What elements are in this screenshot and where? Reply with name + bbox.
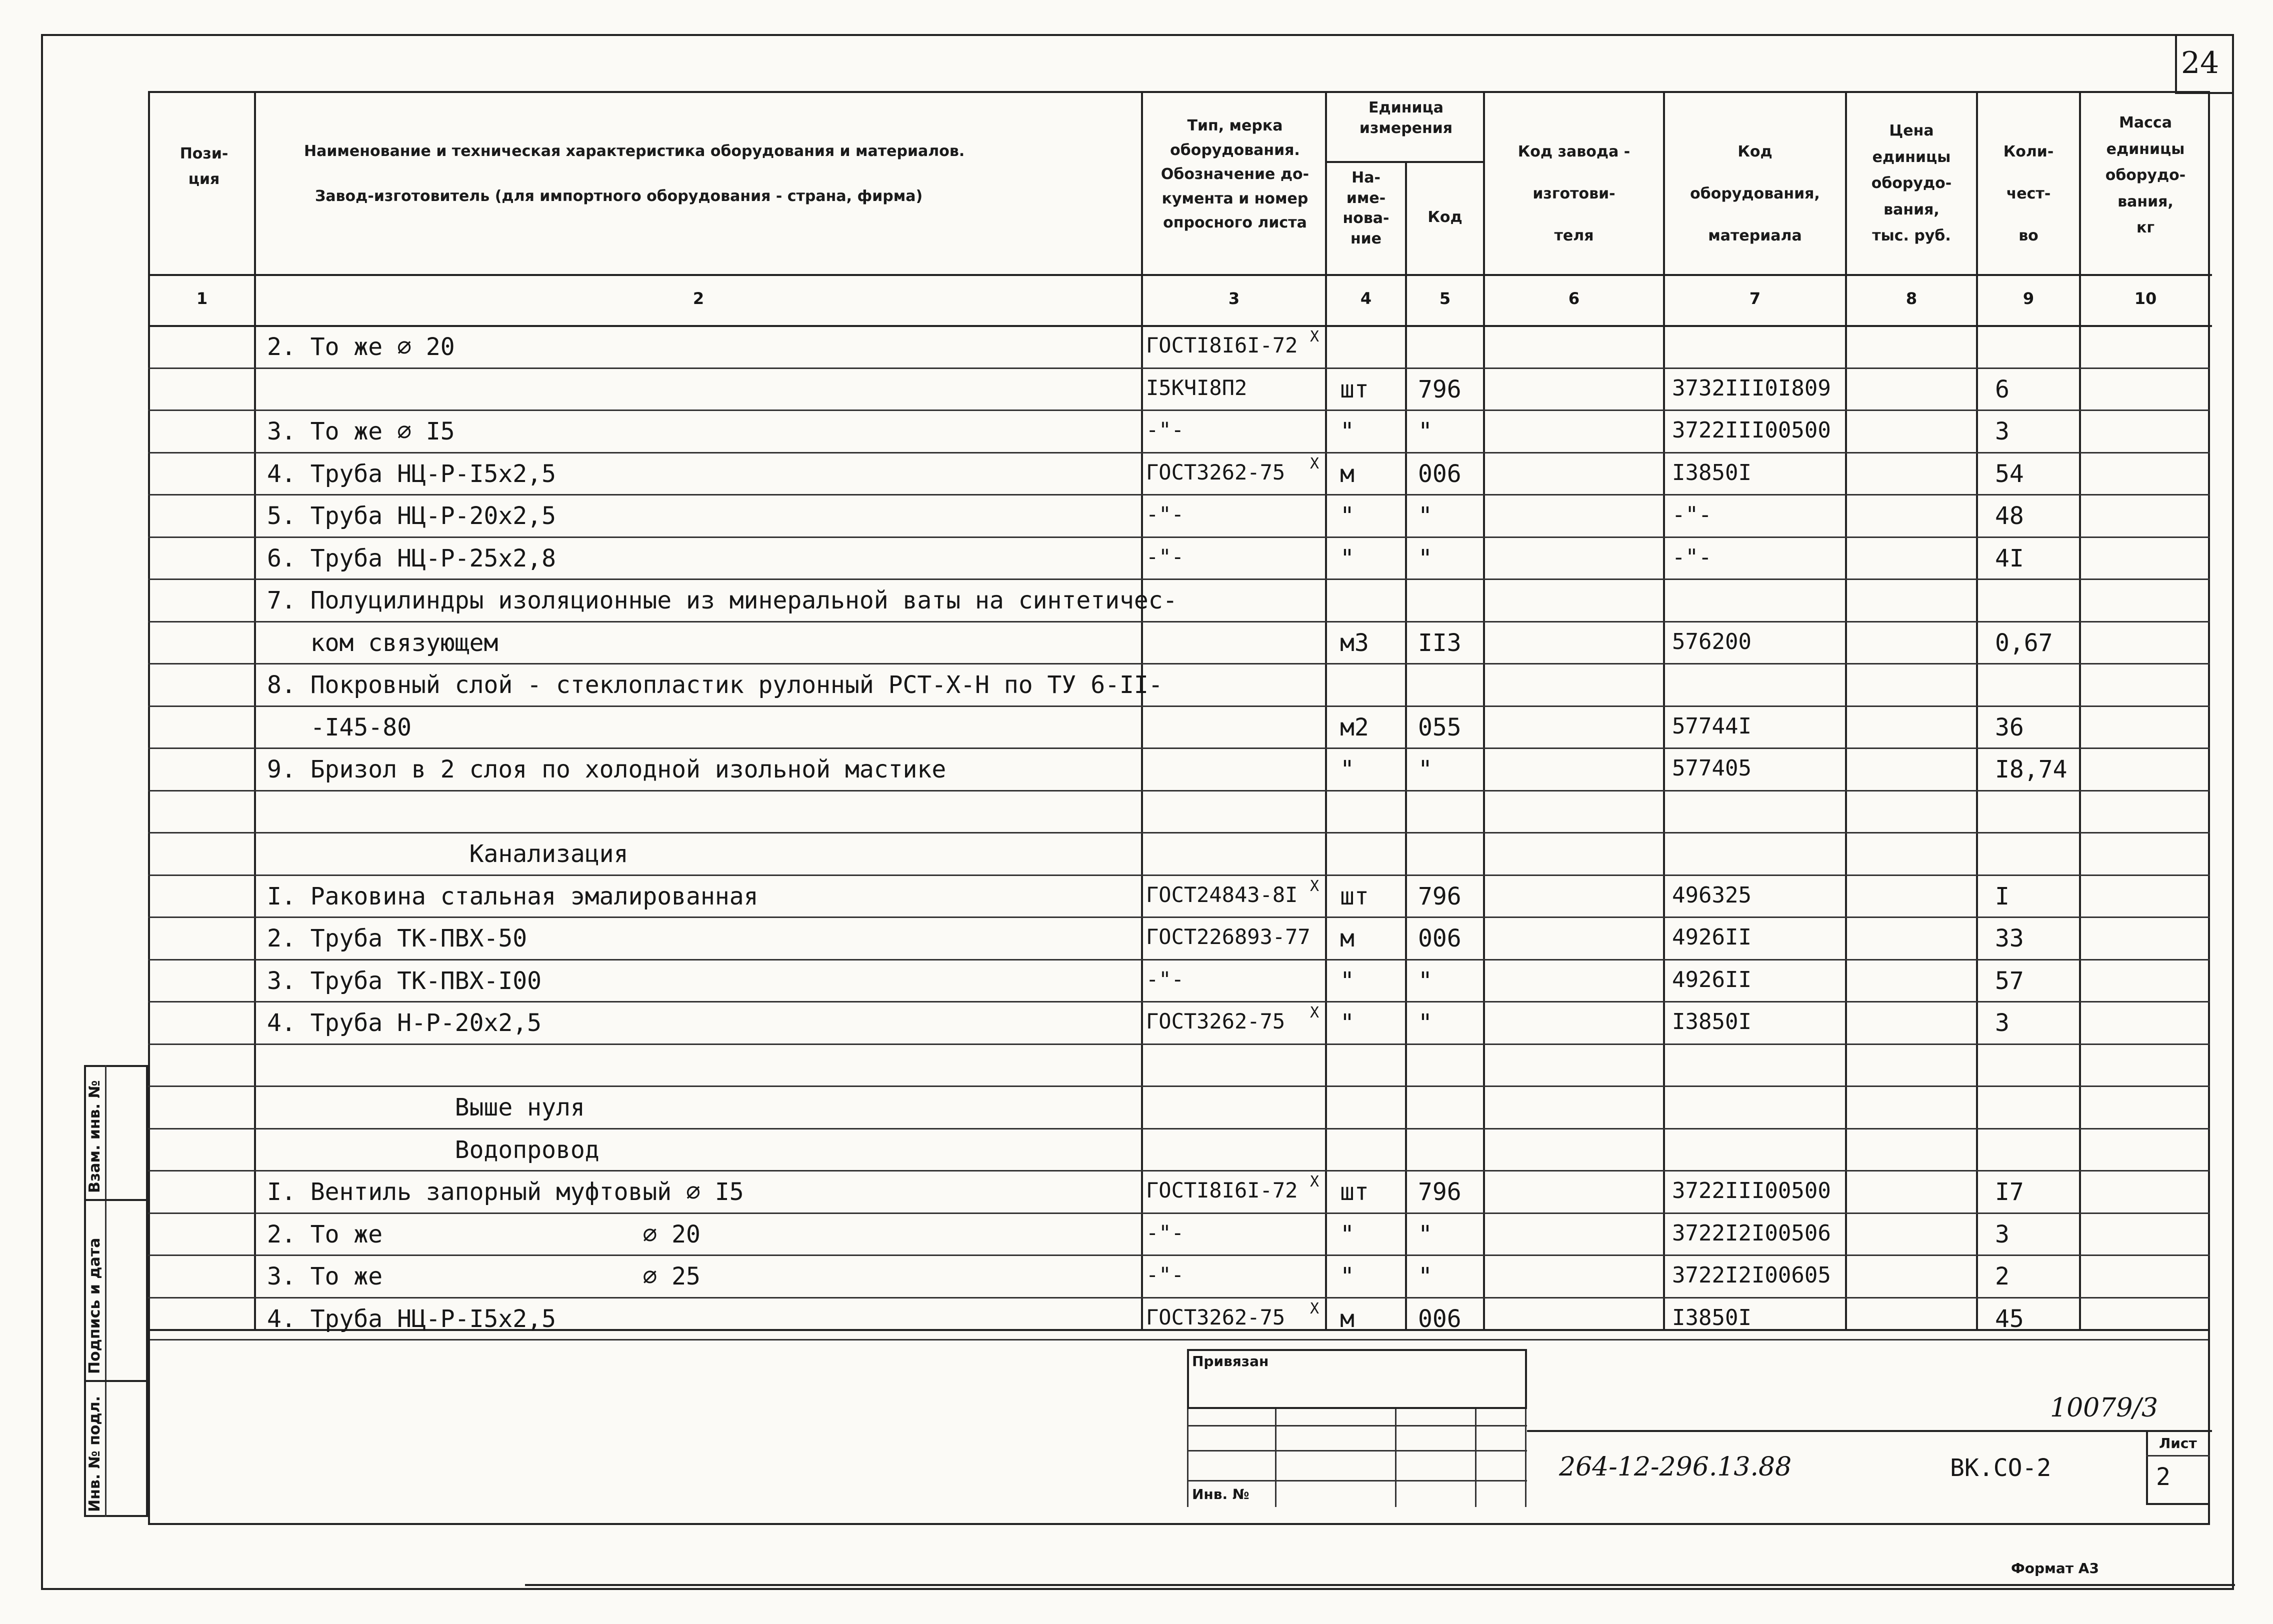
row-divider <box>148 874 2210 876</box>
row-type-superscript: Х <box>1310 1004 1320 1022</box>
header-unit-code: Код <box>1428 208 1462 226</box>
row-unit-code: " <box>1418 1220 1432 1248</box>
header-material-code: Код оборудования, материала <box>1690 143 1820 244</box>
header-unit-name: На- име- нова- ние <box>1342 169 1390 248</box>
row-name: 3. То же ∅ 25 <box>267 1262 700 1290</box>
row-material-code: 3732III0I809 <box>1672 375 1831 401</box>
row-unit: " <box>1340 418 1354 446</box>
row-unit: " <box>1340 1220 1354 1248</box>
stamp-left-edge <box>1187 1409 1188 1507</box>
row-unit: " <box>1340 502 1354 530</box>
row-quantity: I <box>1995 882 2010 910</box>
row-unit-code: " <box>1418 1262 1432 1290</box>
row-material-code: I3850I <box>1672 1009 1752 1034</box>
colnum-8: 8 <box>1906 289 1918 308</box>
row-unit-code: " <box>1418 966 1432 995</box>
row-quantity: 3 <box>1995 1220 2010 1248</box>
colnum-5: 5 <box>1439 289 1451 308</box>
row-divider <box>148 1128 2210 1130</box>
row-quantity: 45 <box>1995 1304 2024 1333</box>
format-label: Формат А3 <box>2011 1560 2099 1576</box>
row-name: 8. Покровный слой - стеклопластик рулонный РСТ-Х-Н по ТУ 6-II- <box>267 671 1163 699</box>
row-unit-code: " <box>1418 502 1432 530</box>
frame-bottom-line <box>525 1584 2235 1586</box>
row-type: ГОСТ3262-75 <box>1146 1304 1286 1330</box>
col-line-8 <box>1976 91 1978 1331</box>
row-name: -I45-80 <box>267 713 412 742</box>
row-unit-code: 796 <box>1418 882 1462 910</box>
row-unit-code: " <box>1418 756 1432 784</box>
row-divider <box>148 832 2210 834</box>
row-material-code: I3850I <box>1672 460 1752 486</box>
row-divider <box>148 790 2210 792</box>
header-unit-group: Единица измерения <box>1359 99 1453 137</box>
header-factory-code: Код завода - изготови- теля <box>1518 143 1630 244</box>
header-name-line2: Завод-изготовитель (для импортного оборудования - страна, фирма) <box>315 188 923 205</box>
row-quantity: 3 <box>1995 1009 2010 1037</box>
row-type-superscript: Х <box>1310 328 1320 346</box>
list-box-divider <box>2146 1455 2210 1456</box>
stamp-col-2 <box>1395 1409 1396 1507</box>
row-divider <box>148 959 2210 960</box>
side-stamp-line-2 <box>84 1380 150 1382</box>
row-type: I5КЧI8П2 <box>1146 375 1248 400</box>
row-divider <box>148 452 2210 454</box>
col-line-7 <box>1845 91 1847 1331</box>
row-quantity: 54 <box>1995 460 2024 488</box>
row-type: -"- <box>1146 544 1184 569</box>
archive-number: 10079/3 <box>2050 1393 2158 1423</box>
row-type: -"- <box>1146 1220 1184 1245</box>
row-divider <box>148 621 2210 622</box>
row-name: I. Вентиль запорный муфтовый ∅ I5 <box>267 1178 744 1206</box>
row-unit-code: " <box>1418 544 1432 572</box>
row-quantity: 33 <box>1995 924 2024 952</box>
row-quantity: 2 <box>1995 1262 2010 1290</box>
row-material-code: 3722III00500 <box>1672 418 1831 443</box>
row-name: 4. Труба НЦ-Р-I5х2,5 <box>267 460 556 488</box>
row-type: ГОСТ226893-77 <box>1146 924 1310 949</box>
row-unit: " <box>1340 756 1354 784</box>
row-type-superscript: Х <box>1310 454 1320 472</box>
row-quantity: I7 <box>1995 1178 2024 1206</box>
row-material-code: 4926II <box>1672 924 1752 950</box>
row-material-code: -"- <box>1672 502 1712 528</box>
colnum-6: 6 <box>1568 289 1580 308</box>
row-name: 6. Труба НЦ-Р-25х2,8 <box>267 544 556 572</box>
row-name: I. Раковина стальная эмалированная <box>267 882 758 910</box>
stamp-col-1 <box>1275 1409 1276 1507</box>
row-divider <box>148 368 2210 369</box>
col-line-6 <box>1663 91 1665 1331</box>
row-divider <box>148 1001 2210 1002</box>
header-type: Тип, мерка оборудования. Обозначение до- кумента и номер опросного листа <box>1160 117 1310 232</box>
row-unit: м2 <box>1340 713 1369 742</box>
col-line-9 <box>2079 91 2081 1331</box>
col-line-4 <box>1405 161 1407 1331</box>
row-unit-code: 006 <box>1418 924 1462 952</box>
row-unit-code: 006 <box>1418 1304 1462 1333</box>
row-divider <box>148 663 2210 664</box>
row-divider <box>148 536 2210 538</box>
title-block <box>148 1329 2210 1525</box>
header-name-line1: Наименование и техническая характеристика оборудования и материалов. <box>304 142 965 160</box>
row-unit: м <box>1340 1304 1354 1333</box>
row-divider <box>148 1212 2210 1214</box>
colnum-bottom-line <box>148 325 2212 327</box>
row-divider <box>148 1086 2210 1087</box>
row-unit: м <box>1340 924 1354 952</box>
row-type: -"- <box>1146 1262 1184 1287</box>
row-unit-code: 055 <box>1418 713 1462 742</box>
row-unit: " <box>1340 966 1354 995</box>
row-unit: м <box>1340 460 1354 488</box>
row-type-superscript: Х <box>1310 877 1320 895</box>
row-name: 3. То же ∅ I5 <box>267 418 455 446</box>
row-type: ГОСТ24843-8I <box>1146 882 1298 907</box>
row-divider <box>148 748 2210 749</box>
stamp-col-3 <box>1475 1409 1476 1507</box>
list-number: 2 <box>2156 1463 2170 1491</box>
side-inv-podl: Инв. № подл. <box>86 1396 104 1512</box>
row-type: ГОСТI8I6I-72 <box>1146 1178 1298 1202</box>
row-divider <box>148 1044 2210 1045</box>
row-material-code: 3722I2I00506 <box>1672 1220 1831 1246</box>
row-quantity: 48 <box>1995 502 2024 530</box>
row-unit: шт <box>1340 375 1369 404</box>
doc-code: 264-12-296.13.88 <box>1559 1452 1792 1482</box>
corner-number: 24 <box>2181 46 2220 80</box>
col-line-5 <box>1483 91 1485 1331</box>
side-stamp-divider <box>105 1065 106 1517</box>
row-unit-code: 006 <box>1418 460 1462 488</box>
row-name: ком связующем <box>267 628 498 657</box>
row-quantity: 0,67 <box>1995 628 2053 657</box>
row-type: ГОСТ3262-75 <box>1146 1009 1286 1034</box>
list-label: Лист <box>2159 1435 2197 1452</box>
header-quantity: Коли- чест- во <box>2003 143 2054 244</box>
side-stamp-line-1 <box>84 1199 150 1201</box>
row-name: Водопровод <box>267 1136 600 1164</box>
row-unit: шт <box>1340 1178 1369 1206</box>
col-line-1 <box>254 91 256 1331</box>
privyazan-label: Привязан <box>1192 1353 1269 1370</box>
row-unit: " <box>1340 544 1354 572</box>
colnum-3: 3 <box>1228 289 1240 308</box>
row-material-code: -"- <box>1672 544 1712 570</box>
colnum-2: 2 <box>692 289 704 308</box>
colnum-1: 1 <box>196 289 208 308</box>
sheet-code: ВК.СО-2 <box>1950 1454 2052 1482</box>
unit-group-line <box>1325 161 1485 163</box>
row-name: 5. Труба НЦ-Р-20х2,5 <box>267 502 556 530</box>
row-quantity: 3 <box>1995 418 2010 446</box>
row-unit: м3 <box>1340 628 1369 657</box>
row-material-code: 3722III00500 <box>1672 1178 1831 1204</box>
row-material-code: I3850I <box>1672 1304 1752 1330</box>
row-type: -"- <box>1146 502 1184 526</box>
colnum-9: 9 <box>2022 289 2034 308</box>
row-name: 3. Труба ТК-ПВХ-I00 <box>267 966 542 995</box>
colnum-10: 10 <box>2134 289 2157 308</box>
row-name: Канализация <box>267 840 628 868</box>
col-line-2 <box>1141 91 1143 1331</box>
row-divider <box>148 494 2210 496</box>
row-unit: " <box>1340 1009 1354 1037</box>
row-material-code: 4926II <box>1672 966 1752 992</box>
inv-no-label: Инв. № <box>1192 1486 1250 1502</box>
row-type: ГОСТ3262-75 <box>1146 460 1286 484</box>
row-unit-code: 796 <box>1418 375 1462 404</box>
row-divider <box>148 1297 2210 1298</box>
row-material-code: 577405 <box>1672 756 1752 781</box>
row-unit-code: " <box>1418 418 1432 446</box>
colnum-7: 7 <box>1749 289 1761 308</box>
row-type: -"- <box>1146 418 1184 442</box>
row-name: 2. То же ∅ 20 <box>267 1220 700 1248</box>
row-quantity: I8,74 <box>1995 756 2068 784</box>
row-type: ГОСТI8I6I-72 <box>1146 333 1298 358</box>
row-divider <box>148 916 2210 918</box>
row-unit-code: II3 <box>1418 628 1462 657</box>
row-quantity: 6 <box>1995 375 2010 404</box>
row-quantity: 57 <box>1995 966 2024 995</box>
row-divider <box>148 1254 2210 1256</box>
row-divider <box>148 578 2210 580</box>
header-price: Цена единицы оборудо- вания, тыс. руб. <box>1871 122 1952 244</box>
row-unit-code: 796 <box>1418 1178 1462 1206</box>
row-name: 9. Бризол в 2 слоя по холодной изольной мастике <box>267 756 946 784</box>
header-position: Пози- ция <box>180 145 228 188</box>
row-name: 7. Полуцилиндры изоляционные из минеральной ваты на синтетичес- <box>267 586 1178 614</box>
row-unit-code: " <box>1418 1009 1432 1037</box>
row-material-code: 576200 <box>1672 628 1752 654</box>
header-bottom-line <box>148 274 2212 276</box>
row-divider <box>148 1170 2210 1172</box>
row-unit: шт <box>1340 882 1369 910</box>
row-divider <box>148 410 2210 411</box>
row-type-superscript: Х <box>1310 1173 1320 1190</box>
row-name: 4. Труба НЦ-Р-I5х2,5 <box>267 1304 556 1333</box>
row-unit: " <box>1340 1262 1354 1290</box>
row-quantity: 36 <box>1995 713 2024 742</box>
side-vzam: Взам. инв. № <box>86 1080 104 1193</box>
row-name: Выше нуля <box>267 1094 585 1122</box>
row-type-superscript: Х <box>1310 1300 1320 1318</box>
row-name: 2. То же ∅ 20 <box>267 333 455 361</box>
row-name: 4. Труба Н-Р-20х2,5 <box>267 1009 542 1037</box>
header-mass: Масса единицы оборудо- вания, кг <box>2105 114 2186 236</box>
side-podpis: Подпись и дата <box>86 1238 104 1374</box>
colnum-4: 4 <box>1360 289 1372 308</box>
row-material-code: 496325 <box>1672 882 1752 908</box>
row-material-code: 57744I <box>1672 713 1752 739</box>
col-line-3 <box>1325 91 1327 1331</box>
row-divider <box>148 706 2210 707</box>
row-material-code: 3722I2I00605 <box>1672 1262 1831 1288</box>
row-type: -"- <box>1146 966 1184 992</box>
stamp-right-edge <box>1525 1409 1526 1507</box>
row-quantity: 4I <box>1995 544 2024 572</box>
row-name: 2. Труба ТК-ПВХ-50 <box>267 924 528 952</box>
code-block-top <box>1527 1430 2212 1432</box>
